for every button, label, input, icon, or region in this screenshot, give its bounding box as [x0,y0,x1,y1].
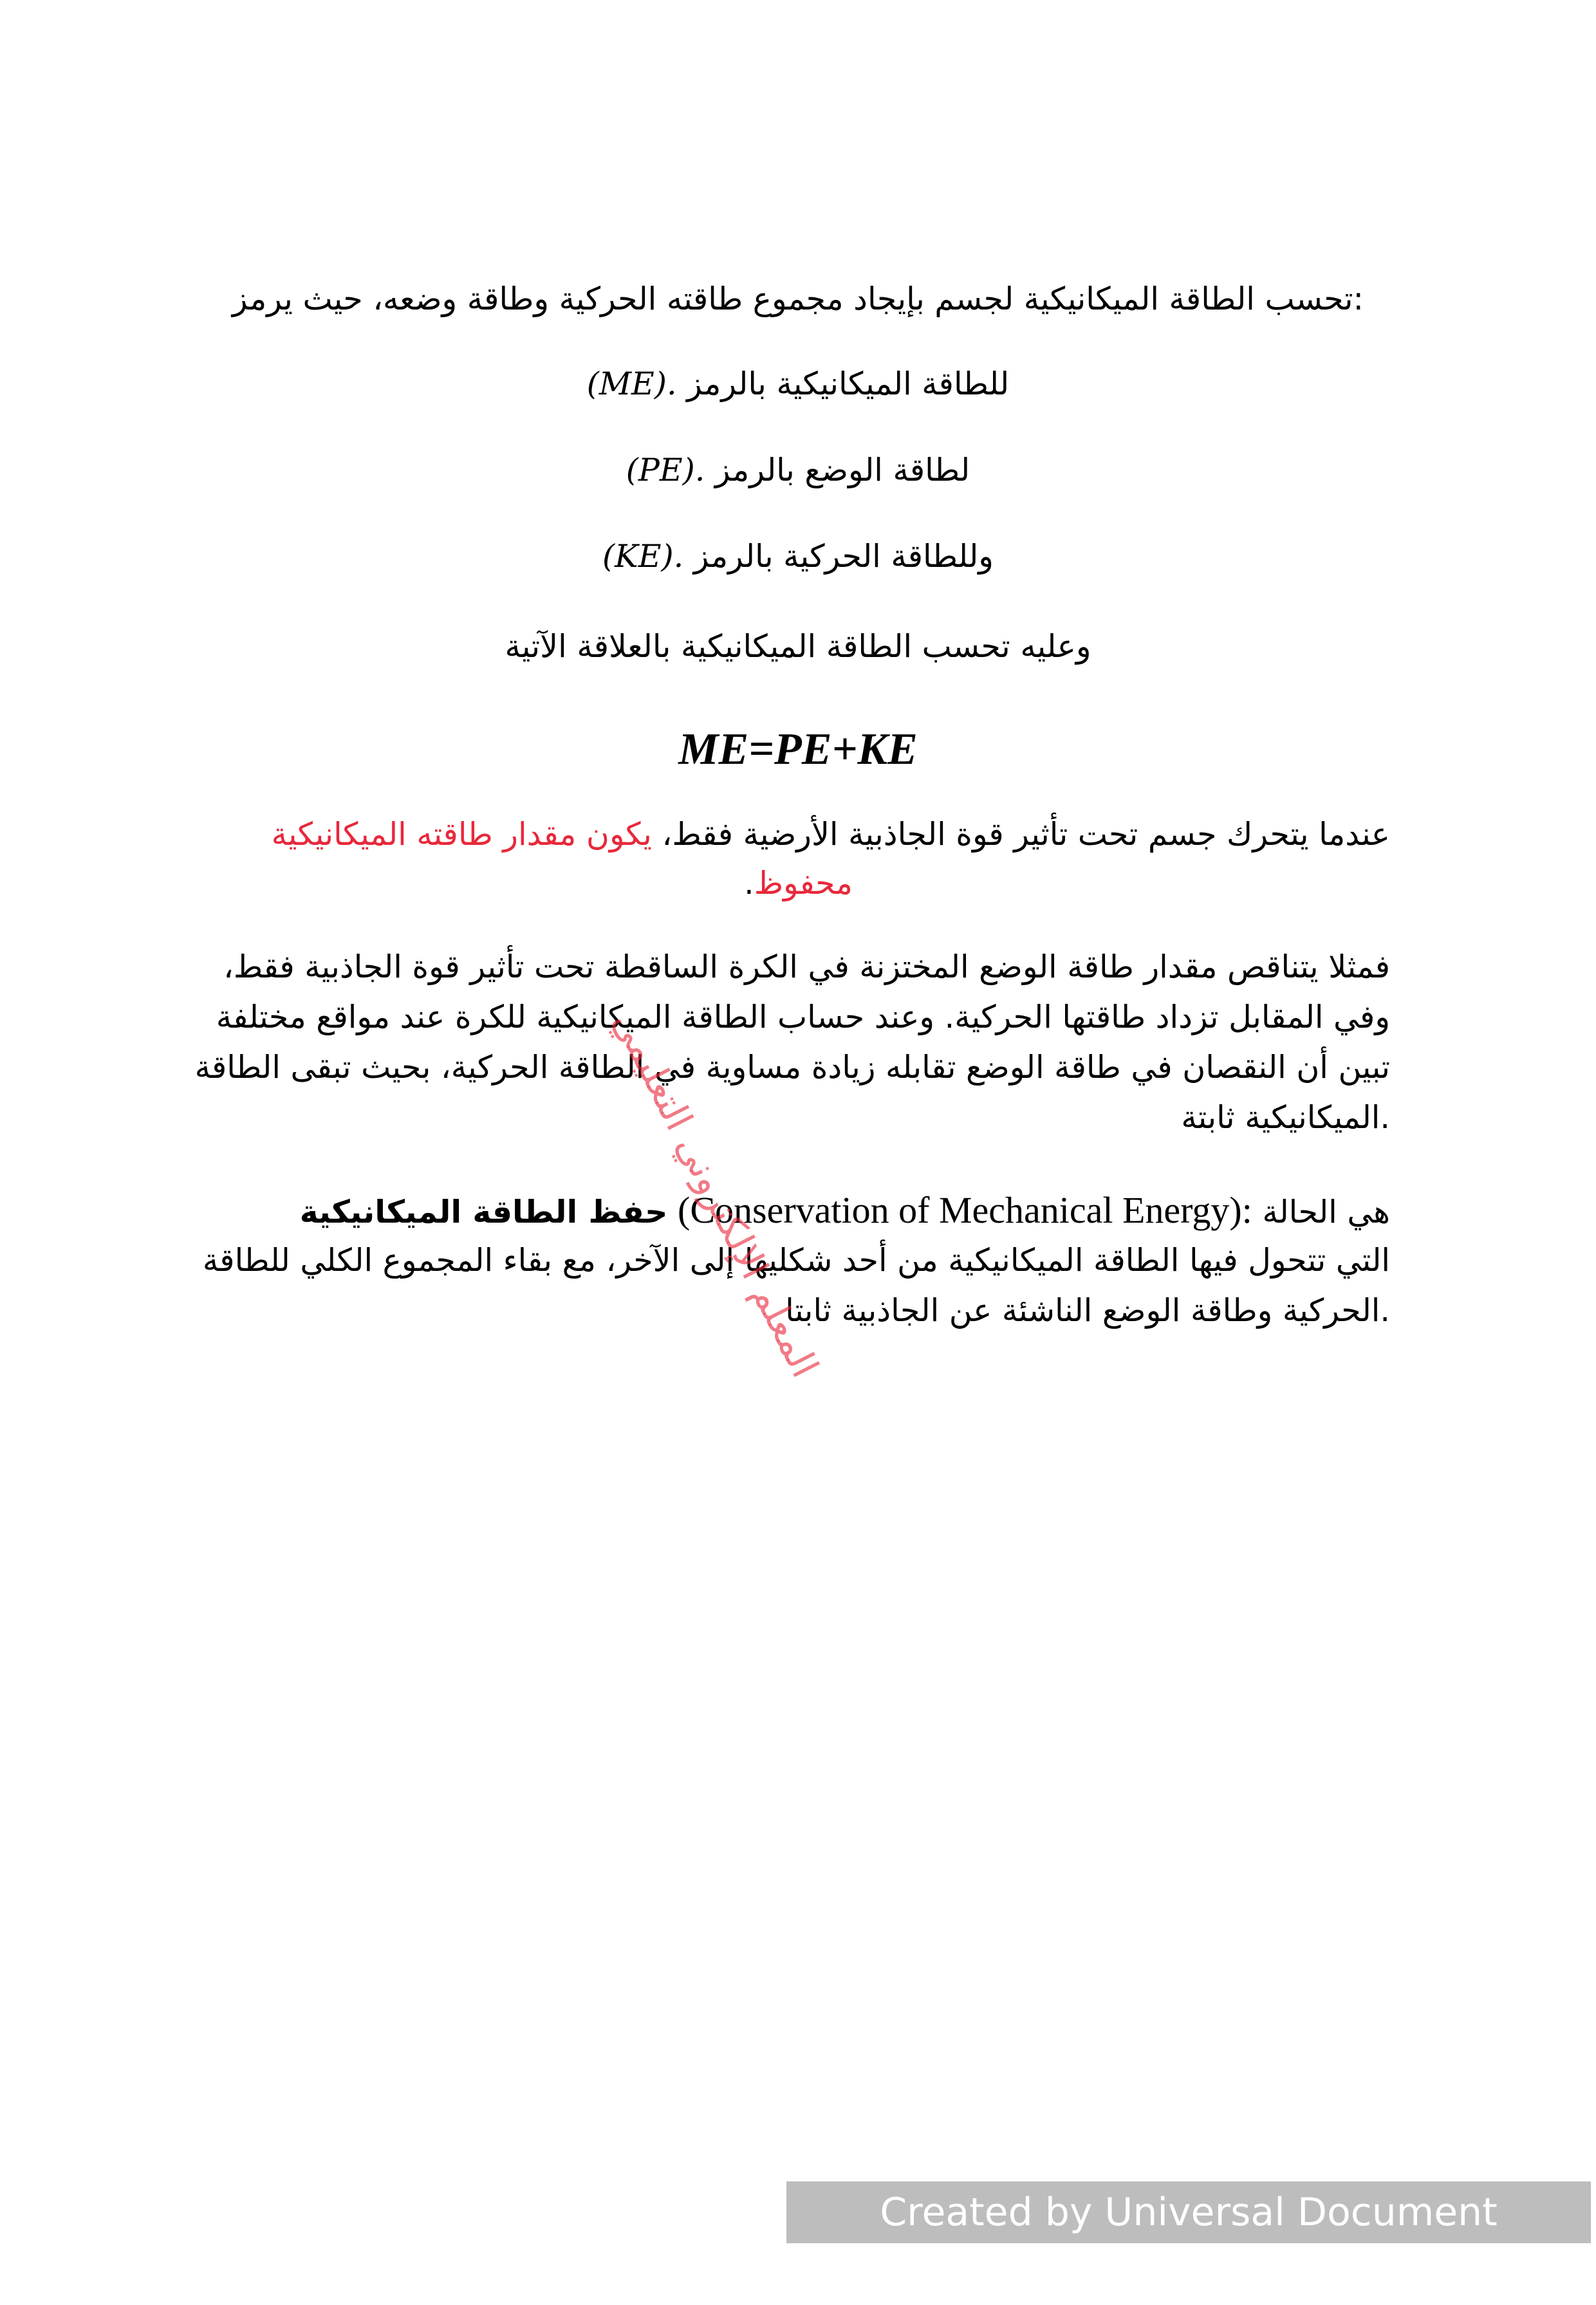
ke-symbol: (KE). [602,538,684,575]
definition-line-3: .الحركية وطاقة الوضع الناشئة عن الجاذبية ثابتا [785,1292,1390,1329]
pe-text: لطاقة الوضع بالرمز [705,452,970,488]
definition-line-1 [180,1188,1390,1235]
mechanical-energy-formula: ME=PE+KE [678,725,918,774]
ke-text: وللطاقة الحركية بالرمز [683,538,994,575]
conservation-statement-line2 [644,861,853,906]
example-line-1: فمثلا يتناقص مقدار طاقة الوضع المختزنة في الكرة الساقطة تحت تأثير قوة الجاذبية فقط، [223,949,1390,985]
pe-symbol-line [0,448,1596,493]
intro-line: :تحسب الطاقة الميكانيكية لجسم بإيجاد مجموع طاقته الحركية وطاقة وضعه، حيث يرمز [232,281,1364,317]
converter-footer-banner: Created by Universal Document Converter [786,2181,1591,2243]
definition-term-english: (Conservation of Mechanical Energy): [678,1189,1252,1231]
definition-term-arabic: حفظ الطاقة الميكانيكية [299,1194,668,1230]
conservation-statement-red-line2: محفوظ [754,865,853,902]
conservation-statement-end: . [744,865,754,902]
me-symbol: (ME). [586,366,677,402]
example-line-2: وفي المقابل تزداد طاقتها الحركية. وعند حساب الطاقة الميكانيكية للكرة عند مواقع مختلفة [216,999,1390,1035]
conservation-statement-line1 [180,812,1390,857]
ke-symbol-line [0,534,1596,579]
me-symbol-line [0,362,1596,407]
pe-symbol: (PE). [626,452,705,488]
me-text: للطاقة الميكانيكية بالرمز [676,366,1010,402]
relation-line: وعليه تحسب الطاقة الميكانيكية بالعلاقة الآتية [505,628,1091,665]
example-line-3: تبين أن النقصان في طاقة الوضع تقابله زيادة مساوية في الطاقة الحركية، بحيث تبقى الطاقة [194,1049,1390,1086]
conservation-statement-black: عندما يتحرك جسم تحت تأثير قوة الجاذبية الأرضية فقط، [651,816,1390,853]
definition-line-2: التي تتحول فيها الطاقة الميكانيكية من أحد شكليها إلى الآخر، مع بقاء المجموع الكلي للطاقة [202,1242,1390,1279]
definition-lead: هي الحالة [1262,1194,1390,1230]
example-line-4: .الميكانيكية ثابتة [1181,1099,1390,1136]
conservation-statement-red: يكون مقدار طاقته الميكانيكية [271,816,652,853]
watermark-text: المعلم الإلكتروني التعليمي [604,1004,828,1385]
